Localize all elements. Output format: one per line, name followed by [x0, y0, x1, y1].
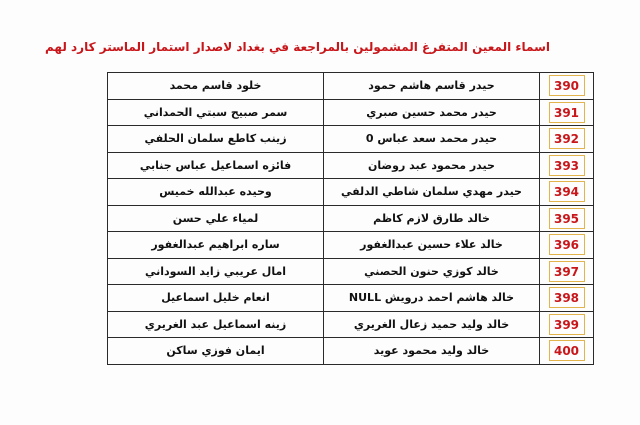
number-cell: [540, 73, 594, 100]
name-cell-secondary: زينه اسماعيل عبد الغريري: [108, 311, 324, 338]
number-cell: [540, 99, 594, 126]
row-number: 399: [549, 314, 585, 335]
name-cell-primary: خالد وليد محمود عويد: [324, 338, 540, 365]
table-row: [108, 285, 594, 312]
number-cell: [540, 126, 594, 153]
number-cell: [540, 285, 594, 312]
name-cell-secondary: ساره ابراهيم عبدالغفور: [108, 232, 324, 259]
name-cell-secondary: لمياء علي حسن: [108, 205, 324, 232]
names-table: [107, 72, 594, 365]
table-row: [108, 232, 594, 259]
name-cell-primary: خالد علاء حسين عبدالغفور: [324, 232, 540, 259]
number-cell: [540, 232, 594, 259]
table-row: [108, 258, 594, 285]
table-row: [108, 152, 594, 179]
row-number: 397: [549, 261, 585, 282]
name-cell-secondary: خلود قاسم محمد: [108, 73, 324, 100]
name-cell-primary: خالد كوزي حنون الحصني: [324, 258, 540, 285]
name-cell-secondary: فائزه اسماعيل عباس جنابي: [108, 152, 324, 179]
table-row: [108, 73, 594, 100]
number-cell: [540, 179, 594, 206]
row-number: 392: [549, 128, 585, 149]
number-cell: [540, 152, 594, 179]
row-number: 400: [549, 340, 585, 361]
name-cell-secondary: انعام خليل اسماعيل: [108, 285, 324, 312]
number-cell: [540, 258, 594, 285]
table-row: [108, 99, 594, 126]
name-cell-primary: حيدر قاسم هاشم حمود: [324, 73, 540, 100]
name-cell-secondary: ايمان فوزي ساكن: [108, 338, 324, 365]
name-cell-primary: حيدر محمود عبد روضان: [324, 152, 540, 179]
name-cell-primary: خالد هاشم احمد درويش NULL: [324, 285, 540, 312]
table-row: [108, 126, 594, 153]
name-cell-primary: حيدر مهدي سلمان شاطي الدلفي: [324, 179, 540, 206]
name-cell-secondary: امال عريبي زايد السوداني: [108, 258, 324, 285]
name-cell-secondary: زينب كاطع سلمان الحلفي: [108, 126, 324, 153]
row-number: 393: [549, 155, 585, 176]
name-cell-secondary: سمر صبيح سبتي الحمداني: [108, 99, 324, 126]
number-cell: [540, 338, 594, 365]
number-cell: [540, 205, 594, 232]
number-cell: [540, 311, 594, 338]
row-number: 395: [549, 208, 585, 229]
name-cell-primary: خالد وليد حميد زعال الغريري: [324, 311, 540, 338]
table-row: [108, 311, 594, 338]
row-number: 396: [549, 234, 585, 255]
name-cell-primary: حيدر محمد سعد عباس 0: [324, 126, 540, 153]
row-number: 390: [549, 75, 585, 96]
name-cell-primary: خالد طارق لازم كاظم: [324, 205, 540, 232]
row-number: 398: [549, 287, 585, 308]
document-title: اسماء المعين المتفرغ المشمولين بالمراجعة في بغداد لاصدار استمار الماستر كارد لهم: [45, 40, 550, 54]
name-cell-secondary: وحيده عبدالله خميس: [108, 179, 324, 206]
row-number: 394: [549, 181, 585, 202]
row-number: 391: [549, 102, 585, 123]
name-cell-primary: حيدر محمد حسين صبري: [324, 99, 540, 126]
table-row: [108, 205, 594, 232]
table-row: [108, 179, 594, 206]
table-row: [108, 338, 594, 365]
